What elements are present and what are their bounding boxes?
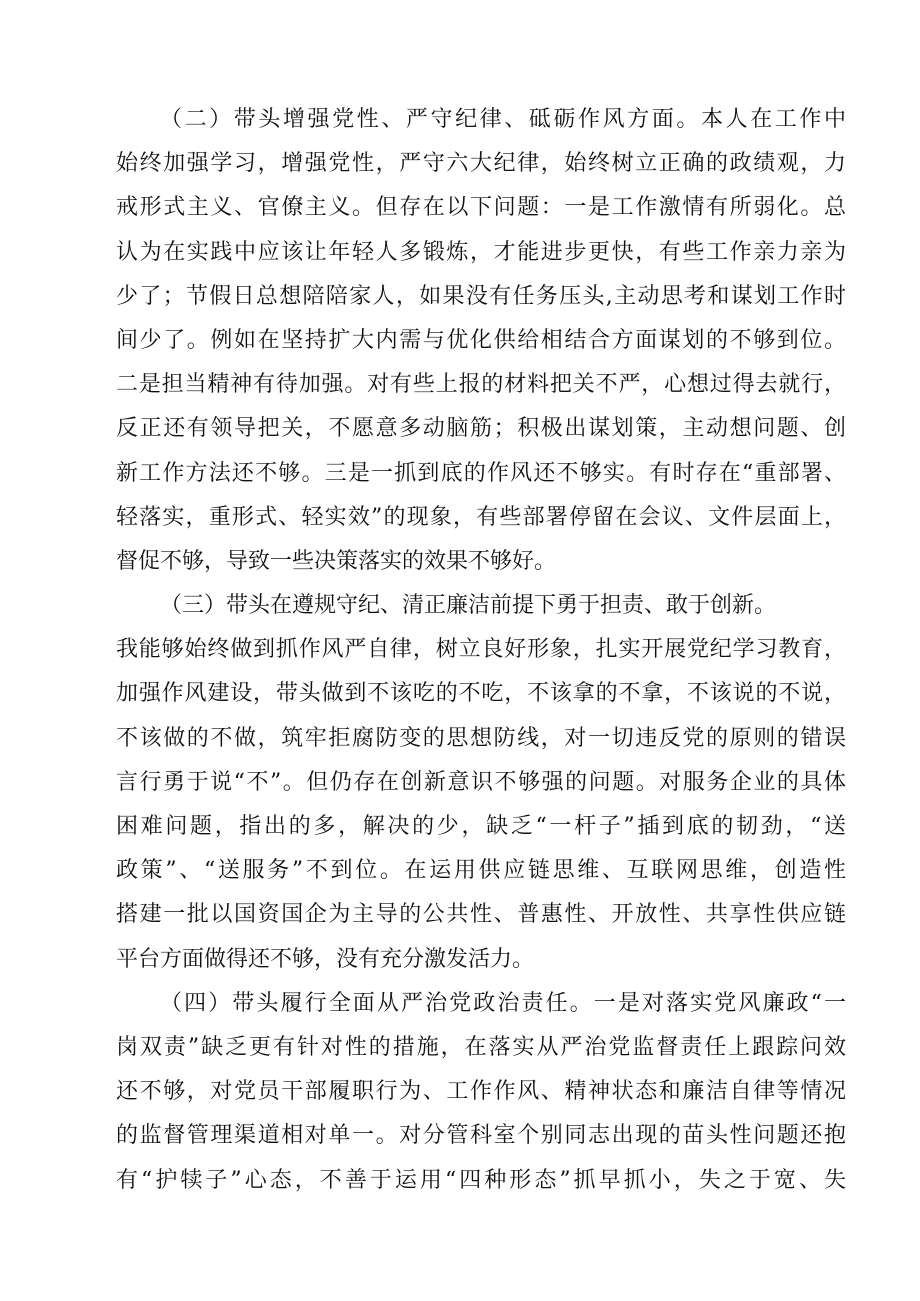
paragraph-line: 政策”、“送服务”不到位。在运用供应链思维、互联网思维，创造性 bbox=[116, 858, 846, 884]
paragraph-line: 少了；节假日总想陪陪家人，如果没有任务压头,主动思考和谋划工作时 bbox=[116, 283, 846, 309]
paragraph-line: 二是担当精神有待加强。对有些上报的材料把关不严，心想过得去就行， bbox=[116, 372, 846, 398]
paragraph-line: 搭建一批以国资国企为主导的公共性、普惠性、开放性、共享性供应链 bbox=[116, 902, 846, 928]
paragraph-line: 言行勇于说“不”。但仍存在创新意识不够强的问题。对服务企业的具体 bbox=[116, 769, 846, 795]
paragraph-line: 岗双责”缺乏更有针对性的措施，在落实从严治党监督责任上跟踪问效 bbox=[116, 1034, 846, 1060]
paragraph-line: 戒形式主义、官僚主义。但存在以下问题：一是工作激情有所弱化。总 bbox=[116, 195, 846, 221]
paragraph-3 bbox=[116, 584, 846, 982]
paragraph-line: 轻落实，重形式、轻实效”的现象，有些部署停留在会议、文件层面上， bbox=[116, 504, 846, 530]
paragraph-line: 的监督管理渠道相对单一。对分管科室个别同志出现的苗头性问题还抱 bbox=[116, 1123, 846, 1149]
paragraph-line: 我能够始终做到抓作风严自律，树立良好形象，扎实开展党纪学习教育， bbox=[116, 637, 846, 663]
paragraph-line: 平台方面做得还不够，没有充分激发活力。 bbox=[116, 946, 535, 972]
paragraph-line: 加强作风建设，带头做到不该吃的不吃，不该拿的不拿，不该说的不说， bbox=[116, 681, 846, 707]
paragraph-2 bbox=[116, 98, 846, 584]
document-body bbox=[116, 98, 846, 1203]
paragraph-line: 有“护犊子”心态，不善于运用“四种形态”抓早抓小，失之于宽、失 bbox=[116, 1167, 846, 1193]
paragraph-line: （四）带头履行全面从严治党政治责任。一是对落实党风廉政“一 bbox=[160, 990, 846, 1016]
paragraph-line: 不该做的不做，筑牢拒腐防变的思想防线，对一切违反党的原则的错误 bbox=[116, 725, 846, 751]
paragraph-line: （三）带头在遵规守纪、清正廉洁前提下勇于担责、敢于创新。 bbox=[160, 593, 777, 619]
paragraph-line: 新工作方法还不够。三是一抓到底的作风还不够实。有时存在“重部署、 bbox=[116, 460, 846, 486]
paragraph-line: 反正还有领导把关，不愿意多动脑筋；积极出谋划策，主动想问题、创 bbox=[116, 416, 846, 442]
paragraph-line: 困难问题，指出的多，解决的少，缺乏“一杆子”插到底的韧劲，“送 bbox=[116, 814, 846, 839]
paragraph-line: （二）带头增强党性、严守纪律、砥砺作风方面。本人在工作中 bbox=[160, 107, 846, 132]
paragraph-line: 间少了。例如在坚持扩大内需与优化供给相结合方面谋划的不够到位。 bbox=[116, 327, 846, 353]
paragraph-line: 还不够，对党员干部履职行为、工作作风、精神状态和廉洁自律等情况 bbox=[116, 1079, 846, 1105]
paragraph-line: 督促不够，导致一些决策落实的效果不够好。 bbox=[116, 548, 557, 574]
paragraph-line: 认为在实践中应该让年轻人多锻炼，才能进步更快，有些工作亲力亲为 bbox=[116, 239, 846, 265]
paragraph-line: 始终加强学习，增强党性，严守六大纪律，始终树立正确的政绩观，力 bbox=[116, 151, 846, 177]
paragraph-4 bbox=[116, 982, 846, 1203]
